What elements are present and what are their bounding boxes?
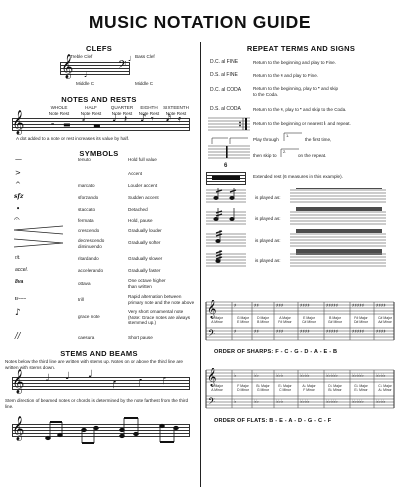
symbol-desc: Louder accent bbox=[128, 183, 158, 188]
symbol-term: ritardando bbox=[78, 256, 99, 261]
staccato-icon: • bbox=[16, 205, 21, 213]
svg-text:♭♭♭♭♭: ♭♭♭♭♭ bbox=[352, 399, 364, 405]
half-rest-icon: ▬ bbox=[93, 121, 101, 130]
stem-up-note-icon: ♩ bbox=[65, 371, 70, 382]
notes-rests-staff bbox=[12, 118, 190, 131]
svg-text:♭♭: ♭♭ bbox=[254, 373, 259, 379]
middle-c-bass-note-icon: ♩ bbox=[128, 55, 132, 63]
svg-text:♯♯♯♯♯: ♯♯♯♯♯ bbox=[352, 329, 365, 335]
quarter-rest-icon: 𝄽 bbox=[124, 114, 128, 125]
extended-rest-number: 6 bbox=[224, 163, 228, 169]
symbol-desc: Hold full value bbox=[128, 157, 157, 162]
symbol-desc: Short pause bbox=[128, 335, 153, 340]
stem-down-note-icon: ♩ bbox=[138, 376, 143, 387]
symbol-term: grace note bbox=[78, 314, 100, 319]
svg-text:♯♯♯♯♯: ♯♯♯♯♯ bbox=[326, 329, 339, 335]
ottava-icon: 8va bbox=[15, 279, 24, 285]
played-as-label: is played as: bbox=[255, 258, 281, 263]
treble-clef-label: Treble Clef bbox=[70, 54, 93, 59]
flats-key-label: G♭ Major E♭ Minor bbox=[354, 384, 368, 392]
sharps-key-label: C# Major A# Minor bbox=[378, 316, 392, 324]
symbol-desc: Sudden accent bbox=[128, 195, 159, 200]
middle-c-note-icon: ♩ bbox=[84, 71, 88, 79]
repeat-desc: Return to the 𝄋 and play to Fine. bbox=[253, 73, 319, 78]
flats-key-label: E♭ Major C Minor bbox=[278, 384, 292, 392]
accel-icon: accel. bbox=[15, 267, 29, 273]
repeat-term: D.C. al CODA bbox=[210, 87, 242, 93]
col-whole: WHOLE Note Rest bbox=[48, 105, 70, 116]
repeat-sign-desc: Return to the beginning or nearest 𝄆 and repeat. bbox=[253, 121, 351, 126]
symbol-term: accelerando bbox=[78, 268, 104, 273]
svg-text:♯♯♯♯: ♯♯♯♯ bbox=[376, 303, 386, 309]
stem-down-note-icon: ♩ bbox=[112, 378, 117, 389]
symbol-term: crescendo bbox=[78, 228, 100, 233]
ending1-text: Play through bbox=[253, 137, 279, 142]
svg-text:♭♭♭♭♭: ♭♭♭♭♭ bbox=[326, 399, 338, 405]
endings-icon bbox=[208, 134, 250, 162]
played-as-examples bbox=[206, 188, 396, 268]
sharps-key-label: D Major B Minor bbox=[257, 316, 269, 324]
symbol-term: caesura bbox=[78, 335, 95, 340]
repeat-term: D.C. al FINE bbox=[210, 59, 239, 65]
svg-text:𝄢: 𝄢 bbox=[208, 328, 216, 341]
svg-text:𝄞: 𝄞 bbox=[207, 300, 217, 318]
ending2-text-b: on the repeat. bbox=[298, 153, 327, 158]
svg-text:♭♭♭♭♭: ♭♭♭♭♭ bbox=[326, 373, 338, 379]
svg-text:♯♯♯♯: ♯♯♯♯ bbox=[300, 303, 310, 309]
played-as-label: is played as: bbox=[255, 216, 281, 221]
sharps-key-label: B Major G# Minor bbox=[328, 316, 342, 324]
whole-note-icon: 𝅝 bbox=[51, 118, 55, 127]
treble-clef-icon: 𝄞 bbox=[12, 416, 25, 440]
svg-text:♭♭♭♭♭: ♭♭♭♭♭ bbox=[352, 373, 364, 379]
eighth-note-icon: ♪ bbox=[140, 113, 147, 124]
second-ending-number: 2. bbox=[283, 149, 287, 154]
svg-text:♯♯♯♯: ♯♯♯♯ bbox=[376, 329, 386, 335]
repeat-heading: REPEAT TERMS AND SIGNS bbox=[246, 44, 356, 53]
svg-text:♯♯♯♯: ♯♯♯♯ bbox=[300, 329, 310, 335]
dot-note-text: A dot added to a note or rest increases its value by half. bbox=[16, 136, 130, 141]
symbol-term: trill bbox=[78, 297, 84, 302]
symbol-term: decrescendo diminuendo bbox=[78, 238, 105, 249]
symbol-term: ottava bbox=[78, 281, 91, 286]
flats-key-label: F Major D Minor bbox=[237, 384, 249, 392]
svg-text:♭♭: ♭♭ bbox=[254, 399, 259, 405]
svg-text:♯♯♯: ♯♯♯ bbox=[276, 329, 284, 335]
played-as-label: is played as: bbox=[255, 238, 281, 243]
symbol-desc: Gradually softer bbox=[128, 240, 161, 245]
symbol-desc: Hold, pause bbox=[128, 218, 153, 223]
svg-text:♯: ♯ bbox=[234, 329, 237, 335]
stem-up-note-icon: ♩ bbox=[45, 373, 50, 384]
tenuto-icon: — bbox=[15, 155, 22, 163]
svg-text:♭♭♭♭: ♭♭♭♭ bbox=[300, 373, 310, 379]
order-of-sharps: ORDER OF SHARPS: F - C - G - D - A - E - B bbox=[214, 349, 338, 355]
svg-text:♯♯: ♯♯ bbox=[254, 303, 259, 309]
svg-text:♯♯: ♯♯ bbox=[254, 329, 259, 335]
trill-icon: tr~~~ bbox=[15, 296, 27, 301]
svg-text:𝄞: 𝄞 bbox=[207, 368, 217, 386]
sforzando-icon: sfz bbox=[14, 193, 24, 200]
bass-clef-icon: 𝄢 bbox=[118, 59, 127, 74]
svg-text:♭♭♭: ♭♭♭ bbox=[276, 399, 284, 405]
column-divider bbox=[200, 42, 201, 487]
symbol-desc: Gradually louder bbox=[128, 228, 162, 233]
sharps-key-label: G Major E Minor bbox=[236, 316, 250, 324]
ending1-text-b: the first time, bbox=[305, 137, 332, 142]
fermata-icon: 𝄐 bbox=[14, 214, 20, 225]
stem-down-note-icon: ♩ bbox=[162, 374, 167, 385]
multi-rest-bar-icon bbox=[212, 176, 240, 180]
repeat-term: D.S. al CODA bbox=[210, 106, 241, 112]
svg-text:𝄢: 𝄢 bbox=[208, 396, 216, 409]
flats-key-label: C Major A Minor bbox=[211, 384, 223, 392]
svg-text:♯♯♯: ♯♯♯ bbox=[276, 303, 284, 309]
flats-key-label: C♭ Major A♭ Minor bbox=[378, 384, 392, 392]
sixteenth-rest-icon: 𝄿 bbox=[178, 114, 182, 125]
symbol-term: tenuto bbox=[78, 157, 91, 162]
sharps-key-label: A Major F# Minor bbox=[278, 316, 292, 324]
col-eighth: EIGHTH Note Rest bbox=[138, 105, 160, 116]
repeat-desc: Return to the beginning and play to Fine. bbox=[253, 60, 336, 65]
quarter-note-icon: ♩ bbox=[112, 113, 117, 124]
symbol-desc: Very short ornamental note (Note: Grace notes are always stemmed up.) bbox=[128, 309, 191, 326]
order-of-flats: ORDER OF FLATS: B - E - A - D - G - C - F bbox=[214, 418, 332, 424]
sixteenth-note-icon: 𝅘𝅥𝅯 bbox=[166, 113, 172, 124]
first-ending-number: 1. bbox=[286, 133, 290, 138]
svg-text:♭♭♭♭: ♭♭♭♭ bbox=[376, 373, 386, 379]
symbol-desc: One octave higher than written bbox=[128, 278, 166, 289]
symbol-term: marcato bbox=[78, 183, 95, 188]
stems-beams-heading: STEMS AND BEAMS bbox=[60, 349, 138, 358]
svg-text:♯♯♯♯♯: ♯♯♯♯♯ bbox=[352, 303, 365, 309]
eighth-rest-icon: 𝄾 bbox=[151, 114, 154, 125]
accent-icon: > bbox=[15, 169, 21, 177]
svg-text:♭: ♭ bbox=[234, 373, 237, 379]
grace-note-icon: ♪ bbox=[15, 308, 21, 318]
repeat-desc: Return to the beginning, play to 𝄌 and skip to the Coda. bbox=[253, 86, 339, 97]
notes-rests-heading: NOTES AND RESTS bbox=[61, 95, 137, 104]
svg-text:♭♭♭♭: ♭♭♭♭ bbox=[376, 399, 386, 405]
col-half: HALF Note Rest bbox=[80, 105, 102, 116]
rit-icon: rit. bbox=[15, 255, 21, 261]
col-sixteenth: SIXTEENTH Note Rest bbox=[163, 105, 189, 116]
treble-clef-icon: 𝄞 bbox=[12, 110, 25, 134]
caesura-icon: // bbox=[15, 331, 21, 340]
treble-clef-icon: 𝄞 bbox=[61, 54, 74, 78]
flats-key-label: B♭ Major G Minor bbox=[256, 384, 270, 392]
half-note-icon: 𝅗𝅥 bbox=[82, 113, 86, 124]
repeat-desc: Return to the 𝄋, play to 𝄌 and skip to the Coda. bbox=[253, 107, 347, 112]
symbol-desc: Accent bbox=[128, 171, 143, 176]
stems-text-2: Stem direction of beamed notes or chords is determined by the note farthest from the third line. bbox=[5, 398, 189, 409]
clefs-heading: CLEFS bbox=[85, 44, 113, 53]
symbols-heading: SYMBOLS bbox=[79, 149, 119, 158]
sharps-key-label: E Major C# Minor bbox=[302, 316, 316, 324]
whole-rest-icon: ▬ bbox=[63, 120, 71, 129]
symbol-desc: Gradually faster bbox=[128, 268, 161, 273]
col-quarter: QUARTER Note Rest bbox=[110, 105, 134, 116]
extended-rest-desc: Extended rest (6 measures in this example). bbox=[253, 174, 343, 179]
symbol-term: sforzando bbox=[78, 195, 99, 200]
ending2-text: then skip to bbox=[253, 153, 277, 158]
svg-text:♯: ♯ bbox=[234, 303, 237, 309]
stem-up-note-icon: ♩ bbox=[88, 369, 93, 380]
flats-key-label: D♭ Major B♭ Minor bbox=[328, 384, 342, 392]
svg-text:♯♯♯♯♯: ♯♯♯♯♯ bbox=[326, 303, 339, 309]
middle-c-label-left: Middle C bbox=[76, 81, 95, 86]
page-title: MUSIC NOTATION GUIDE bbox=[88, 12, 312, 32]
svg-text:♭♭♭♭: ♭♭♭♭ bbox=[300, 399, 310, 405]
sharps-key-label: F# Major D# Minor bbox=[354, 316, 368, 324]
marcato-icon: ^ bbox=[15, 181, 21, 189]
repeat-term: D.S. al FINE bbox=[210, 72, 238, 78]
symbol-desc: Gradually slower bbox=[128, 256, 163, 261]
symbol-term: staccato bbox=[78, 207, 96, 212]
svg-text:♭: ♭ bbox=[234, 399, 237, 405]
flats-key-label: A♭ Major F Minor bbox=[302, 384, 316, 392]
symbol-desc: Rapid alternation between primary note and the note above bbox=[128, 294, 195, 305]
beamed-notes-icon bbox=[40, 410, 190, 446]
bass-clef-label: Bass Clef bbox=[135, 54, 155, 59]
repeat-sign-icon bbox=[208, 116, 250, 132]
symbol-term: fermata bbox=[78, 218, 94, 223]
stems-text-1: Notes below the third line are written with stems up. Notes on or above the third line are written with stems down. bbox=[5, 359, 183, 370]
treble-clef-icon: 𝄞 bbox=[12, 369, 25, 393]
svg-text:♭♭♭: ♭♭♭ bbox=[276, 373, 284, 379]
middle-c-label-right: Middle C bbox=[135, 81, 154, 86]
symbol-desc: Detached bbox=[128, 207, 148, 212]
played-as-label: is played as: bbox=[255, 195, 281, 200]
crescendo-icon bbox=[13, 225, 65, 235]
sharps-key-label: C Major A Minor bbox=[211, 316, 223, 324]
decrescendo-icon bbox=[13, 238, 65, 248]
